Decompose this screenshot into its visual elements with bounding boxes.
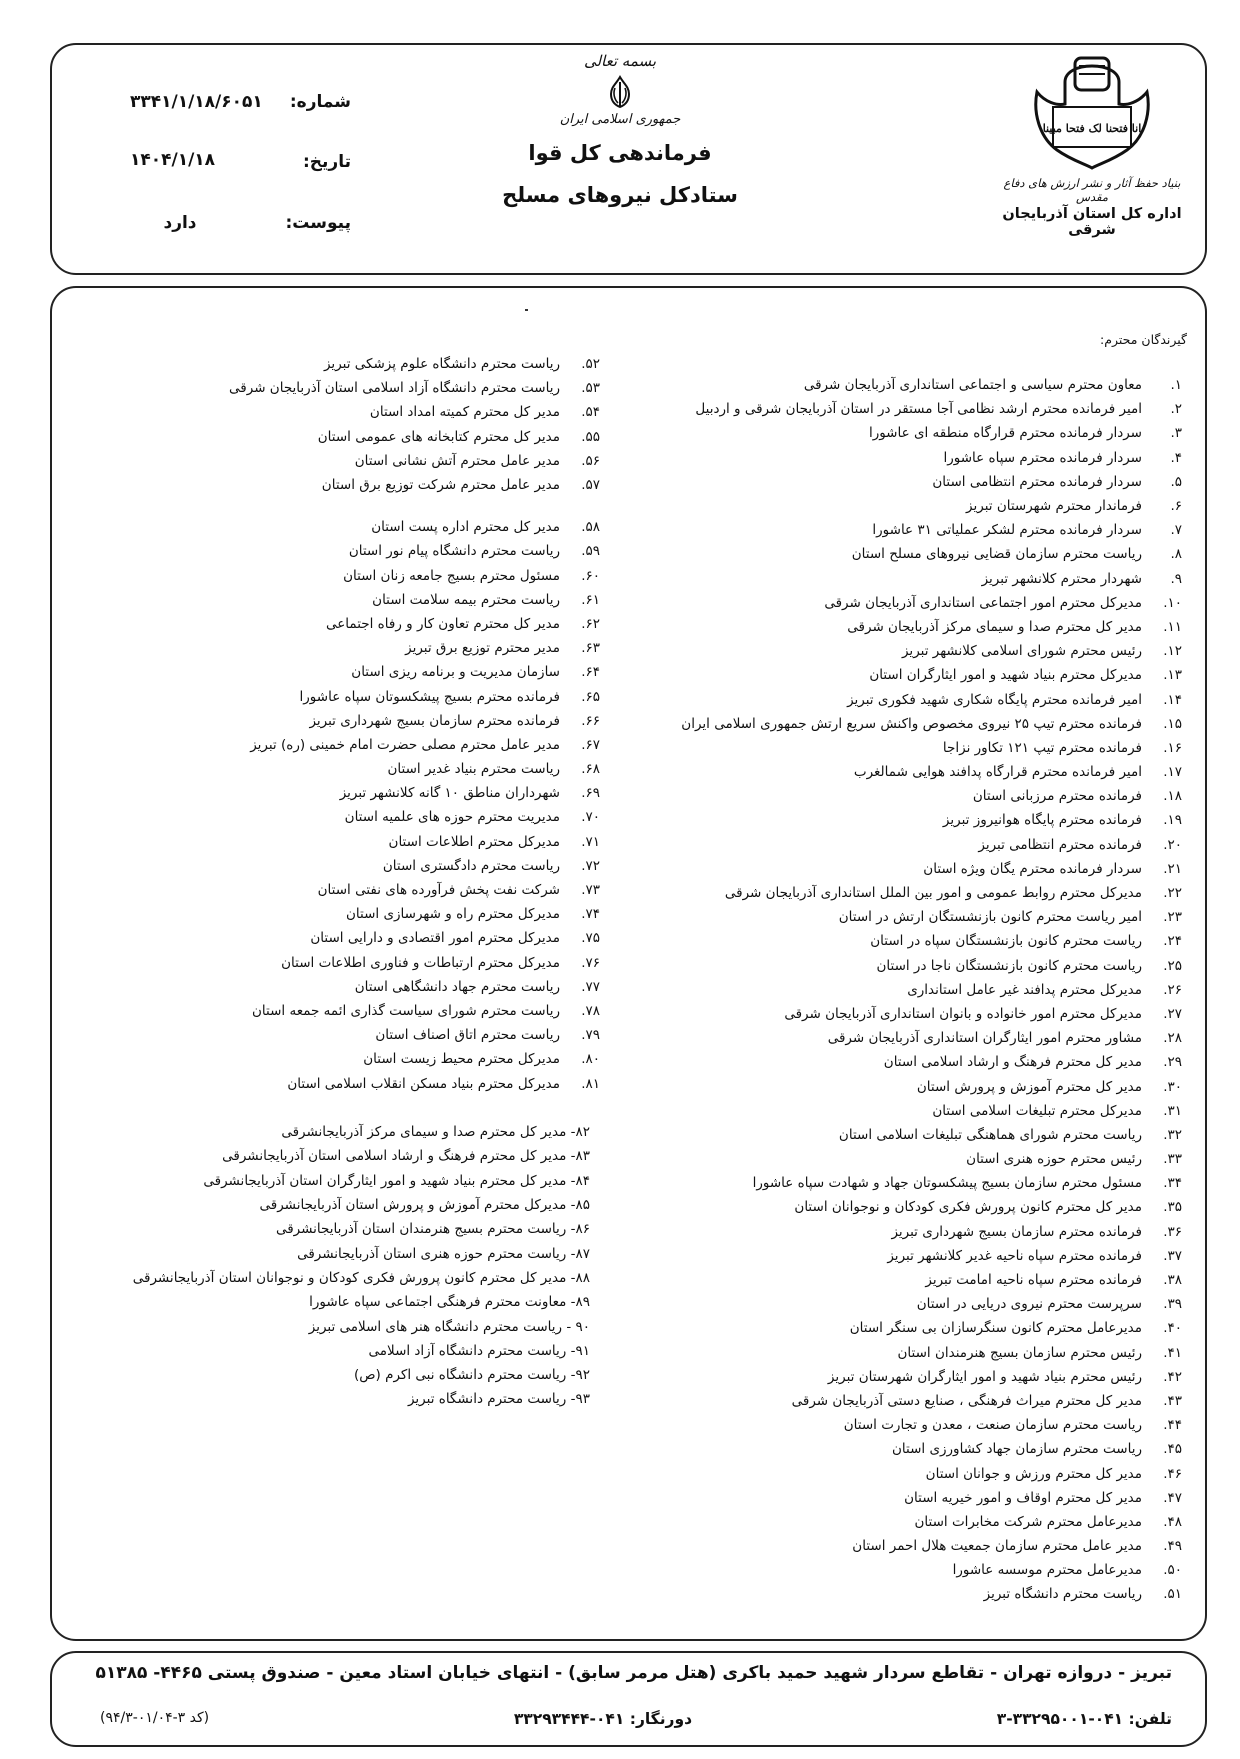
recipients-left-column [60,352,600,1096]
recipient-text: ۸۵- مدیرکل محترم آموزش و پرورش استان آذربایجانشرقی [259,1197,590,1214]
recipient-item [622,736,1182,760]
recipient-number: ۴۲. [1163,1368,1182,1385]
recipient-text: مدیر کل محترم اداره پست استان [371,519,560,536]
recipients-left-column-extra [10,1120,590,1412]
recipient-number: ۵. [1170,473,1182,490]
recipient-number: ۱۵. [1163,715,1182,732]
recipient-item [10,1144,590,1168]
recipient-text: سردار فرمانده محترم انتظامی استان [932,473,1142,490]
recipient-number: ۳۹. [1163,1296,1182,1313]
recipient-item [10,1193,590,1217]
recipient-item [622,542,1182,566]
recipient-item [60,1071,600,1095]
recipient-number: ۸. [1170,546,1182,563]
recipient-item [622,1244,1182,1268]
org-title-2: ستادکل نیروهای مسلح [502,183,738,207]
recipient-item [622,833,1182,857]
recipient-number: ۷۴. [581,906,600,923]
recipient-item [10,1217,590,1241]
recipient-text: مسئول محترم بسیج جامعه زنان استان [343,567,560,584]
recipient-text: ۸۶- ریاست محترم بسیج هنرمندان استان آذربایجانشرقی [275,1221,590,1238]
recipient-number: ۴۴. [1163,1417,1182,1434]
recipient-text: ریاست محترم شورای سیاست گذاری ائمه جمعه استان [252,1002,560,1019]
recipient-text: مدیر کل محترم صدا و سیمای مرکز آذربایجان شرقی [847,618,1142,635]
recipient-text: رئیس محترم سازمان بسیج هنرمندان استان [897,1344,1142,1361]
recipient-item [622,639,1182,663]
recipient-text: سرپرست محترم نیروی دریایی در استان [916,1296,1142,1313]
recipient-item [60,564,600,588]
recipient-text: سردار فرمانده محترم قرارگاه منطقه ای عاشورا [868,425,1142,442]
recipient-item [60,1047,600,1071]
recipient-number: ۶۷. [581,736,600,753]
logo-inscription: انا فتحنا لک فتحا مبینا [1042,122,1142,135]
recipient-number: ۷. [1170,522,1182,539]
recipient-text: مدیرعامل محترم موسسه عاشورا [952,1562,1142,1579]
recipient-item [622,518,1182,542]
recipient-item [622,421,1182,445]
recipient-text: امیر فرمانده محترم پایگاه شکاری شهید فکوری تبریز [847,691,1142,708]
recipient-item [60,926,600,950]
footer-address: تبریز - دروازه تهران - تقاطع سردار شهید حمید باکری (هتل مرمر سابق) - انتهای خیابان استاد معین - صندوق پستی ۴۴۶۵- ۵۱۳۸۵ [95,1663,1172,1683]
form-code: (کد ۳-۰۱/۰۴-۹۴/۳) [100,1710,210,1726]
recipient-item [622,1195,1182,1219]
recipient-item [60,449,600,473]
recipient-text: فرمانده محترم مرزبانی استان [972,788,1142,805]
recipient-number: ۵۱. [1163,1586,1182,1603]
recipient-item [622,446,1182,470]
recipient-number: ۳۰. [1163,1078,1182,1095]
recipient-text: ریاست محترم سازمان صنعت ، معدن و تجارت استان [843,1417,1142,1434]
recipients-right-column [622,373,1182,1607]
recipient-item [622,567,1182,591]
recipient-text: ۸۴- مدیر کل محترم بنیاد شهید و امور ایثارگران استان آذربایجانشرقی [203,1172,590,1189]
recipient-item [622,494,1182,518]
recipient-number: ۵۲. [581,356,600,373]
recipient-text: شهردار محترم کلانشهر تبریز [981,570,1142,587]
recipient-text: مدیرکل محترم امور خانواده و بانوان استانداری آذربایجان شرقی [784,1005,1142,1022]
country-name: جمهوری اسلامی ایران [559,112,681,127]
recipient-text: مدیر کل محترم کمیته امداد استان [369,404,560,421]
recipient-item [622,1026,1182,1050]
recipient-item [60,425,600,449]
recipient-number: ۶. [1170,498,1182,515]
recipient-number: ۵۳. [581,380,600,397]
recipient-text: مدیرکل محترم روابط عمومی و امور بین الملل استانداری آذربایجان شرقی [724,885,1142,902]
recipient-number: ۱۶. [1163,739,1182,756]
recipient-text: فرمانده محترم تیپ ۲۵ نیروی مخصوص واکنش سریع ارتش جمهوری اسلامی ایران [681,715,1142,732]
recipient-text: ریاست محترم سازمان جهاد کشاورزی استان [891,1441,1142,1458]
recipient-number: ۵۴. [581,404,600,421]
recipient-item [60,352,600,376]
org-title-1: فرماندهی کل قوا [528,141,712,165]
recipient-text: مشاور محترم امور ایثارگران استانداری آذربایجان شرقی [827,1030,1142,1047]
phone-number: تلفن: ۰۴۱-۳۳۲۹۵۰۰۱-۳ [996,1710,1172,1728]
recipient-item [622,397,1182,421]
recipient-text: شرکت نفت پخش فرآورده های نفتی استان [317,882,560,899]
recipient-text: فرمانده محترم بسیج پیشکسوتان سپاه عاشورا [299,688,560,705]
recipient-number: ۶۵. [581,688,600,705]
recipient-number: ۴. [1170,449,1182,466]
recipient-number: ۶۲. [581,615,600,632]
recipient-item [60,805,600,829]
recipient-item [622,1123,1182,1147]
recipient-item [622,1099,1182,1123]
recipient-number: ۶۰. [581,567,600,584]
recipient-text: مدیر کل محترم کانون پرورش فکری کودکان و نوجوانان استان [794,1199,1142,1216]
recipient-text: امیر ریاست محترم کانون بازنشستگان ارتش در استان [838,909,1142,926]
recipient-number: ۱۷. [1163,764,1182,781]
recipient-item [622,1558,1182,1582]
recipient-text: مدیر محترم توزیع برق تبریز [405,640,560,657]
recipient-item [622,760,1182,784]
recipient-number: ۲. [1170,401,1182,418]
number-label: شماره: [289,92,351,112]
recipient-item [622,1389,1182,1413]
date-label: تاریخ: [303,152,351,172]
recipient-text: مدیرکل محترم بنیاد شهید و امور ایثارگران استان [869,667,1142,684]
recipient-item [622,615,1182,639]
recipient-number: ۲۱. [1163,860,1182,877]
recipient-text: رئیس محترم بنیاد شهید و امور ایثارگران شهرستان تبریز [827,1368,1142,1385]
recipient-item [622,1074,1182,1098]
recipient-number: ۸۰. [581,1051,600,1068]
recipient-number: ۷۳. [581,882,600,899]
recipient-text: سردار فرمانده محترم یگان ویژه استان [923,860,1142,877]
recipient-number: ۷۰. [581,809,600,826]
recipient-item [60,709,600,733]
recipient-item [60,951,600,975]
recipient-number: ۴۶. [1163,1465,1182,1482]
recipient-text: فرمانده محترم سپاه ناحیه امامت تبریز [925,1272,1142,1289]
recipient-number: ۱۳. [1163,667,1182,684]
recipient-item [10,1387,590,1411]
recipient-item [60,878,600,902]
recipient-number: ۵۵. [581,428,600,445]
recipient-number: ۵۶. [581,452,600,469]
recipient-item [60,612,600,636]
recipient-text: مدیرعامل محترم کانون سنگرسازان بی سنگر استان [849,1320,1142,1337]
recipient-number: ۳۵. [1163,1199,1182,1216]
recipient-text: ریاست محترم بیمه سلامت استان [372,591,560,608]
recipient-item [622,1461,1182,1485]
recipient-item [622,881,1182,905]
recipient-text: فرمانده محترم پایگاه هوانیروز تبریز [942,812,1142,829]
recipient-text: ۹۲- ریاست محترم دانشگاه نبی اکرم (ص) [353,1367,590,1384]
recipient-item [622,1002,1182,1026]
recipient-item [622,373,1182,397]
recipient-number: ۶۴. [581,664,600,681]
recipient-item [622,954,1182,978]
recipient-text: فرمانده محترم سازمان بسیج شهرداری تبریز [309,712,560,729]
fax-number: دورنگار: ۰۴۱-۳۳۲۹۳۴۴۴ [513,1710,693,1728]
recipient-item [60,781,600,805]
recipient-number: ۳۲. [1163,1126,1182,1143]
recipient-number: ۳۶. [1163,1223,1182,1240]
recipient-item [60,999,600,1023]
recipient-text: ۹۱- ریاست محترم دانشگاه آزاد اسلامی [368,1342,590,1359]
recipient-number: ۴۹. [1163,1538,1182,1555]
recipient-number: ۲۵. [1163,957,1182,974]
recipient-item [622,1292,1182,1316]
recipient-number: ۶۱. [581,591,600,608]
recipient-text: مدیریت محترم حوزه های علمیه استان [344,809,560,826]
recipient-number: ۲۹. [1163,1054,1182,1071]
recipient-text: ۸۲- مدیر کل محترم صدا و سیمای مرکز آذربایجانشرقی [281,1124,590,1141]
recipient-item [10,1363,590,1387]
recipient-number: ۲۲. [1163,885,1182,902]
recipient-number: ۷۶. [581,954,600,971]
recipient-text: مدیرکل محترم بنیاد مسکن انقلاب اسلامی استان [287,1075,560,1092]
recipient-item [622,1171,1182,1195]
recipient-text: مسئول محترم سازمان بسیج پیشکسوتان جهاد و شهادت سپاه عاشورا [752,1175,1142,1192]
recipient-item [622,784,1182,808]
recipients-heading: گیرندگان محترم: [1100,332,1187,347]
recipient-text: ریاست محترم دانشگاه آزاد اسلامی استان آذربایجان شرقی [229,380,560,397]
office-name: اداره کل استان آذربایجان شرقی [1002,206,1182,238]
recipient-text: مدیرعامل محترم شرکت مخابرات استان [914,1513,1142,1530]
recipient-item [622,1365,1182,1389]
letter-date: ۱۴۰۴/۱/۱۸ [130,150,216,170]
recipient-text: ۸۸- مدیر کل محترم کانون پرورش فکری کودکان و نوجوانان استان آذربایجانشرقی [132,1269,590,1286]
recipient-number: ۶۳. [581,640,600,657]
recipient-item [60,830,600,854]
recipient-text: مدیر عامل محترم آتش نشانی استان [354,452,560,469]
recipient-item [622,663,1182,687]
recipient-text: ریاست محترم دانشگاه علوم پزشکی تبریز [323,356,560,373]
recipient-item [622,1147,1182,1171]
recipient-item [622,470,1182,494]
recipient-number: ۱۱. [1163,618,1182,635]
recipient-item [60,588,600,612]
recipient-number: ۳۸. [1163,1272,1182,1289]
recipient-text: ریاست محترم دانشگاه پیام نور استان [348,543,560,560]
attachment-value: دارد [163,213,197,233]
recipient-item [60,539,600,563]
letter-number: ۳۳۴۱/۱/۱۸/۶۰۵۱ [130,92,263,112]
recipient-item [10,1314,590,1338]
stray-mark [525,309,528,311]
recipient-item [10,1339,590,1363]
recipient-number: ۵۰. [1163,1562,1182,1579]
recipient-item [10,1120,590,1144]
recipient-number: ۱. [1170,377,1182,394]
recipient-text: ریاست محترم بنیاد غدیر استان [387,761,560,778]
recipient-text: ۸۳- مدیر کل محترم فرهنگ و ارشاد اسلامی استان آذربایجانشرقی [222,1148,590,1165]
recipient-number: ۳۷. [1163,1247,1182,1264]
recipient-number: ۳۱. [1163,1102,1182,1119]
recipient-text: فرمانده محترم تیپ ۱۲۱ تکاور نزاجا [942,739,1142,756]
recipient-text: امیر فرمانده محترم قرارگاه پدافند هوایی شمالغرب [853,764,1142,781]
recipient-item [622,712,1182,736]
recipient-number: ۴۳. [1163,1392,1182,1409]
recipient-number: ۲۳. [1163,909,1182,926]
recipient-item [60,1023,600,1047]
recipient-item [622,591,1182,615]
recipient-item [60,636,600,660]
recipient-text: معاون محترم سیاسی و اجتماعی استانداری آذربایجان شرقی [803,377,1142,394]
recipient-item [622,1050,1182,1074]
recipient-text: رئیس محترم حوزه هنری استان [966,1151,1142,1168]
recipient-number: ۷۷. [581,978,600,995]
iran-emblem-icon [602,74,638,110]
recipient-number: ۱۰. [1163,594,1182,611]
recipient-item [622,857,1182,881]
recipient-text: ریاست محترم کانون بازنشستگان سپاه در استان [870,933,1142,950]
recipient-number: ۴۷. [1163,1489,1182,1506]
recipient-text: مدیرکل محترم امور اجتماعی استانداری آذربایجان شرقی [824,594,1142,611]
recipient-text: فرمانده محترم سپاه ناحیه غدیر کلانشهر تبریز [887,1247,1142,1264]
recipient-number: ۸۱. [581,1075,600,1092]
recipient-item [622,978,1182,1002]
footer-contact [100,1710,1172,1728]
recipient-text: مدیر کل محترم ورزش و جوانان استان [925,1465,1142,1482]
recipient-number: ۲۶. [1163,981,1182,998]
recipient-number: ۷۸. [581,1002,600,1019]
recipient-text: فرمانده محترم سازمان بسیج شهرداری تبریز [891,1223,1142,1240]
recipient-text: ریاست محترم سازمان قضایی نیروهای مسلح استان [851,546,1142,563]
recipient-text: مدیر عامل محترم سازمان جمعیت هلال احمر استان [852,1538,1142,1555]
bismillah: بسمه تعالی [583,52,657,70]
recipient-number: ۷۹. [581,1027,600,1044]
recipient-item [10,1290,590,1314]
recipient-text: مدیرکل محترم ارتباطات و فناوری اطلاعات استان [281,954,560,971]
recipient-text: مدیر کل محترم تعاون کار و رفاه اجتماعی [326,615,560,632]
recipient-text: فرمانده محترم انتظامی تبریز [978,836,1142,853]
recipient-item [622,1486,1182,1510]
recipient-number: ۴۵. [1163,1441,1182,1458]
recipient-text: مدیر کل محترم کتابخانه های عمومی استان [317,428,560,445]
recipient-number: ۱۴. [1163,691,1182,708]
recipient-text: ریاست محترم جهاد دانشگاهی استان [354,978,560,995]
recipient-text: ریاست محترم شورای هماهنگی تبلیغات اسلامی استان [838,1126,1142,1143]
recipient-number: ۴۰. [1163,1320,1182,1337]
recipient-number: ۵۷. [581,477,600,494]
recipient-item [60,902,600,926]
recipient-number: ۹. [1170,570,1182,587]
recipient-item [10,1169,590,1193]
recipient-text: مدیر کل محترم فرهنگ و ارشاد اسلامی استان [883,1054,1142,1071]
recipient-text: مدیر کل محترم آموزش و پرورش استان [916,1078,1142,1095]
recipient-text: ریاست محترم دادگستری استان [382,857,560,874]
recipient-text: ۸۹- معاونت محترم فرهنگی اجتماعی سپاه عاشورا [309,1294,590,1311]
recipient-number: ۷۵. [581,930,600,947]
recipient-text: ۹۳- ریاست محترم دانشگاه تبریز [407,1391,590,1408]
attachment-label: پیوست: [285,213,351,233]
recipient-item [60,400,600,424]
recipient-text: شهرداران مناطق ۱۰ گانه کلانشهر تبریز [339,785,560,802]
recipient-number: ۶۶. [581,712,600,729]
recipient-item [60,376,600,400]
recipient-number: ۲۷. [1163,1005,1182,1022]
recipient-item [60,975,600,999]
foundation-logo-block [992,52,1192,238]
recipient-text: فرماندار محترم شهرستان تبریز [966,498,1142,515]
recipient-item [60,733,600,757]
letterhead-center [470,52,770,207]
recipient-item [60,757,600,781]
recipient-item [622,1534,1182,1558]
recipient-item [10,1241,590,1265]
recipient-text: سردار فرمانده محترم لشکر عملیاتی ۳۱ عاشورا [872,522,1142,539]
recipient-item [622,1316,1182,1340]
recipient-text: مدیر عامل محترم مصلی حضرت امام خمینی (ره) تبریز [250,736,560,753]
recipient-number: ۱۲. [1163,643,1182,660]
recipient-number: ۶۹. [581,785,600,802]
recipient-item [622,905,1182,929]
recipient-item [622,687,1182,711]
recipient-number: ۴۱. [1163,1344,1182,1361]
recipient-text: مدیرکل محترم پدافند غیر عامل استانداری [907,981,1142,998]
recipient-item [60,515,600,539]
list-spacer [60,497,600,515]
recipient-number: ۱۹. [1163,812,1182,829]
recipient-text: سازمان مدیریت و برنامه ریزی استان [351,664,560,681]
recipient-number: ۱۸. [1163,788,1182,805]
recipient-number: ۷۱. [581,833,600,850]
recipient-text: ۹۰ - ریاست محترم دانشگاه هنر های اسلامی تبریز [308,1318,590,1335]
recipient-text: ریاست محترم دانشگاه تبریز [983,1586,1142,1603]
recipient-item [622,1220,1182,1244]
recipient-item [622,929,1182,953]
recipient-text: مدیر کل محترم میراث فرهنگی ، صنایع دستی آذربایجان شرقی [791,1392,1142,1409]
recipient-text: مدیرکل محترم تبلیغات اسلامی استان [932,1102,1142,1119]
recipient-item [60,684,600,708]
recipient-text: ریاست محترم کانون بازنشستگان ناجا در استان [876,957,1142,974]
recipient-text: مدیرکل محترم اطلاعات استان [388,833,560,850]
recipient-text: امیر فرمانده محترم ارشد نظامی آجا مستقر در استان آذربایجان شرقی و اردبیل [695,401,1142,418]
recipient-text: مدیر عامل محترم شرکت توزیع برق استان [321,477,560,494]
recipient-item [622,1510,1182,1534]
foundation-name: بنیاد حفظ آثار و نشر ارزش های دفاع مقدس [1003,176,1181,204]
recipient-number: ۷۲. [581,857,600,874]
recipient-item [622,1582,1182,1606]
recipient-item [622,1437,1182,1461]
recipient-item [622,808,1182,832]
recipient-text: سردار فرمانده محترم سپاه عاشورا [943,449,1142,466]
recipient-number: ۵۹. [581,543,600,560]
recipient-text: مدیرکل محترم راه و شهرسازی استان [346,906,560,923]
recipient-number: ۳. [1170,425,1182,442]
recipient-text: مدیرکل محترم محیط زیست استان [363,1051,560,1068]
recipient-item [60,854,600,878]
recipient-item [60,660,600,684]
recipient-text: رئیس محترم شورای اسلامی کلانشهر تبریز [901,643,1142,660]
recipient-number: ۳۴. [1163,1175,1182,1192]
recipient-number: ۵۸. [581,519,600,536]
recipient-item [622,1268,1182,1292]
recipient-number: ۲۰. [1163,836,1182,853]
recipient-text: ۸۷- ریاست محترم حوزه هنری استان آذربایجانشرقی [297,1245,590,1262]
recipient-number: ۲۴. [1163,933,1182,950]
recipient-number: ۲۸. [1163,1030,1182,1047]
recipient-text: مدیر کل محترم اوقاف و امور خیریه استان [904,1489,1142,1506]
recipient-text: ریاست محترم اتاق اصناف استان [375,1027,560,1044]
recipient-item [10,1266,590,1290]
recipient-item [622,1413,1182,1437]
foundation-logo-icon [1027,52,1157,172]
recipient-number: ۳۳. [1163,1151,1182,1168]
recipient-text: مدیرکل محترم امور اقتصادی و دارایی استان [310,930,560,947]
recipient-number: ۶۸. [581,761,600,778]
recipient-item [60,473,600,497]
recipient-item [622,1341,1182,1365]
recipient-number: ۴۸. [1163,1513,1182,1530]
